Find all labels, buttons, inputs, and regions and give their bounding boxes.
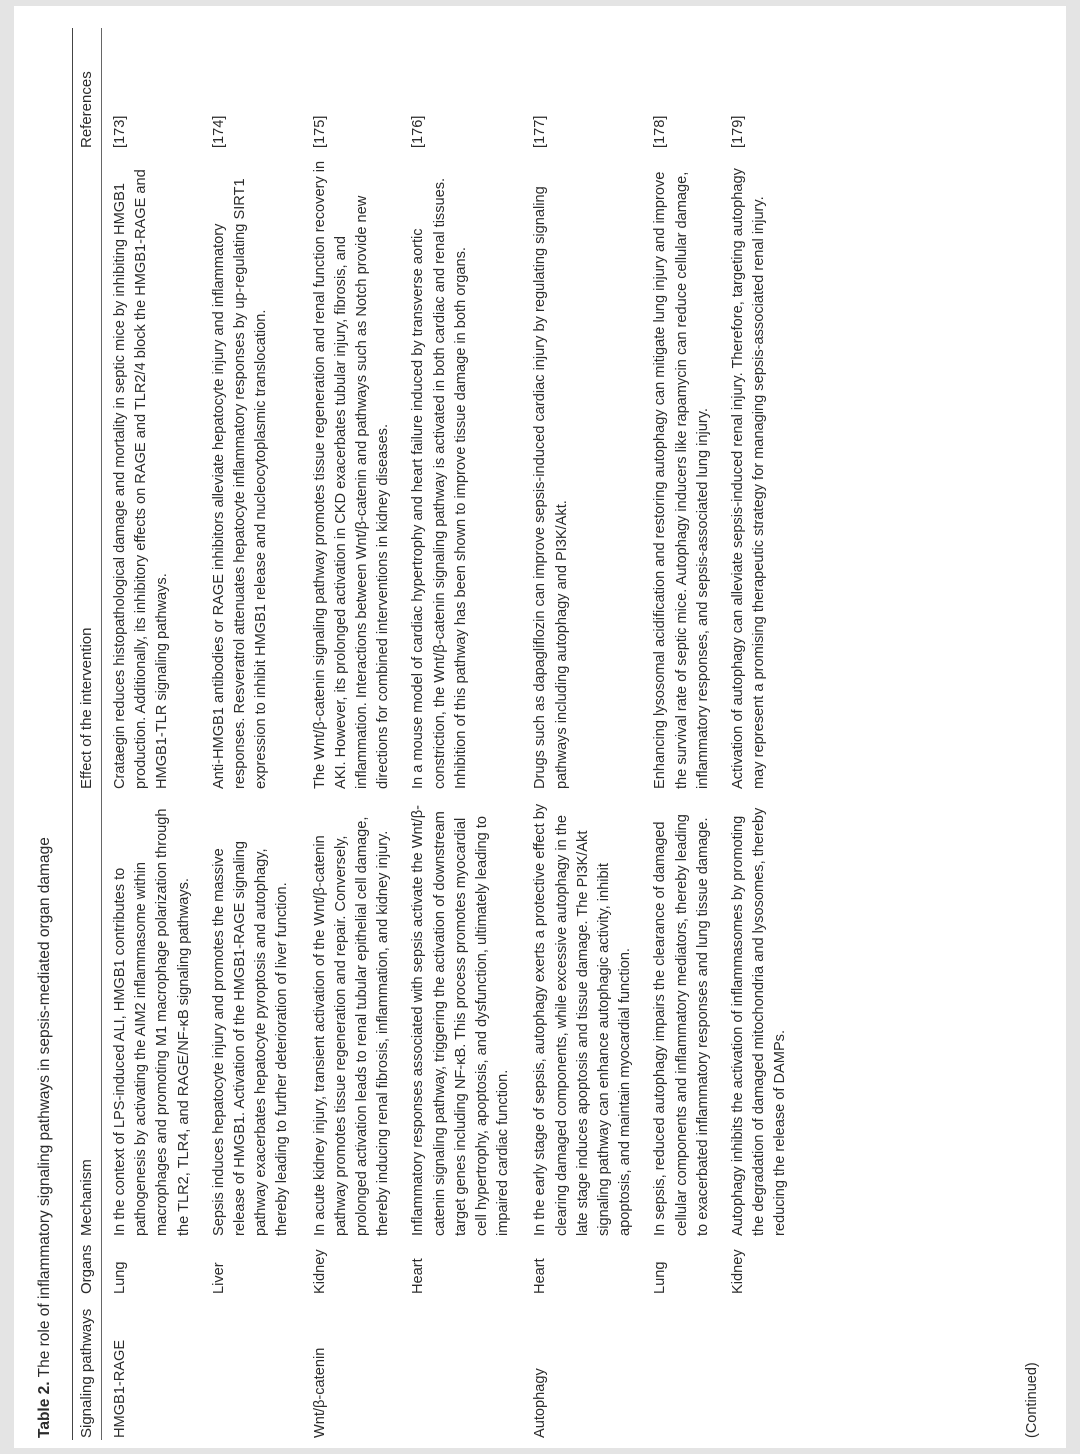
rotated-table-container [14, 6, 1066, 1448]
mechanism-cell: In sepsis, reduced autophagy impairs the clearance of damaged cellular components and inflammatory mediators, thereby leading to exacerbated inflammatory responses and lung tissue damage. [652, 814, 711, 1236]
table-row [720, 28, 798, 1440]
effect-cell: Activation of autophagy can alleviate sepsis-induced renal injury. Therefore, targeting autophagy may represent a promising therapeutic strategy for managing sepsis-associated renal injury. [730, 168, 768, 789]
mechanism-cell: In the early stage of sepsis, autophagy exerts a protective effect by clearing damaged components, while excessive autophagy in the late stage induces apoptosis and tissue damage. The PI3K/Akt signaling pathway can enhance autophagic activity, inhibit apoptosis, and maintain myocardial function. [532, 803, 634, 1236]
table-caption [36, 837, 54, 1438]
table-row [201, 28, 300, 1440]
table-header-row [73, 28, 102, 1440]
organ-cell: Kidney [730, 1249, 747, 1294]
reference-cell: [178] [652, 115, 669, 148]
organ-cell: Heart [410, 1258, 427, 1294]
effect-cell: Crataegin reduces histopathological damage and mortality in septic mice by inhibiting HMGB1 production. Additionally, its inhibitory effects on RAGE and TLR2/4 block the HMGB1-RAGE and HMGB1-TLR signaling pathways. [112, 169, 171, 789]
organ-cell: Liver [210, 1262, 227, 1294]
reference-cell: [179] [730, 115, 747, 148]
column-header-mechanism: Mechanism [73, 791, 102, 1238]
table-title: The role of inflammatory signaling pathways in sepsis-mediated organ damage [36, 837, 53, 1378]
mechanism-cell: In the context of LPS-induced ALI, HMGB1 contributes to pathogenesis by activating the AIM2 inflammasome within macrophages and promoting M1 macrophage polarization through the TLR2, TLR4, and RAGE/NF-κB signaling pathways. [112, 808, 192, 1236]
pathway-cell: Wnt/β-catenin [311, 1347, 328, 1438]
column-header-effect: Effect of the intervention [73, 150, 102, 791]
organ-cell: Kidney [311, 1249, 328, 1294]
reference-cell: [174] [210, 115, 227, 148]
pathway-cell [720, 1296, 798, 1440]
reference-cell: [175] [311, 115, 328, 148]
effect-cell: Drugs such as dapagliflozin can improve sepsis-induced cardiac injury by regulating signaling pathways including autophagy and PI3K/Akt. [532, 186, 570, 789]
mechanism-cell: Inflammatory responses associated with sepsis activate the Wnt/β-catenin signaling pathway, triggering the activation of downstream target genes including NF-κB. This process promotes myocardial cell hypertrophy, apoptosis, and dysfunction, ultimately leading to impaired cardiac function. [410, 805, 512, 1236]
table-row [642, 28, 720, 1440]
effect-cell: The Wnt/β-catenin signaling pathway promotes tissue regeneration and renal function recovery in AKI. However, its prolonged activation in CKD exacerbates tubular injury, fibrosis, and inflammation. Interactions between Wnt/β-catenin and pathways such as Notch provide new directions for combined interventions in kidney diseases. [311, 160, 392, 789]
organ-cell: Lung [112, 1261, 128, 1294]
pathway-cell [400, 1296, 520, 1440]
mechanism-cell: In acute kidney injury, transient activation of the Wnt/β-catenin pathway promotes tissue regeneration and repair. Conversely, prolonged activation leads to renal tubular epithelial cell damage, thereby inducing renal fibrosis, inflammation, and kidney injury. [311, 816, 392, 1236]
column-header-organs: Organs [73, 1238, 102, 1296]
table-row [520, 28, 642, 1440]
organ-cell: Heart [532, 1258, 549, 1294]
continued-note: (Continued) [1024, 1362, 1040, 1438]
signaling-pathways-table [72, 28, 798, 1440]
column-header-pathways: Signaling pathways [73, 1296, 102, 1440]
organ-cell: Lung [652, 1261, 669, 1294]
column-header-references: References [73, 28, 102, 150]
table-row [300, 28, 401, 1440]
table-row [102, 28, 201, 1440]
effect-cell: Anti-HMGB1 antibodies or RAGE inhibitors alleviate hepatocyte injury and inflammatory responses. Resveratrol attenuates hepatocyte inflammatory responses by up-regulating SIRT1 expression to inhibit HMGB1 release and nucleocytoplasmic translocation. [210, 178, 270, 789]
reference-cell: [176] [410, 115, 427, 148]
pathway-cell: Autophagy [532, 1368, 549, 1438]
reference-cell: [173] [112, 115, 128, 148]
table-area [72, 28, 798, 1440]
mechanism-cell: Autophagy inhibits the activation of inflammasomes by promoting the degradation of damaged mitochondria and lysosomes, thereby reducing the release of DAMPs. [730, 807, 789, 1236]
effect-cell: Enhancing lysosomal acidification and restoring autophagy can mitigate lung injury and improve the survival rate of septic mice. Autophagy inducers like rapamycin can reduce cellular damage, inflammatory responses, and sepsis-associated lung injury. [652, 171, 711, 789]
pathway-cell [201, 1296, 300, 1440]
table-label: Table 2. [36, 1381, 53, 1438]
reference-cell: [177] [532, 115, 549, 148]
document-page [14, 6, 1066, 1448]
pathway-cell [642, 1296, 720, 1440]
mechanism-cell: Sepsis induces hepatocyte injury and promotes the massive release of HMGB1. Activation of the HMGB1-RAGE signaling pathway exacerbates hepatocyte pyroptosis and autophagy, thereby leading to further deterioration of liver function. [210, 840, 291, 1236]
table-row [400, 28, 520, 1440]
pathway-cell: HMGB1-RAGE [112, 1339, 128, 1438]
effect-cell: In a mouse model of cardiac hypertrophy and heart failure induced by transverse aortic constriction, the Wnt/β-catenin signaling pathway is activated in both cardiac and renal tissues. Inhibition of this pathway has been shown to improve tissue damage in both organs. [410, 177, 469, 789]
